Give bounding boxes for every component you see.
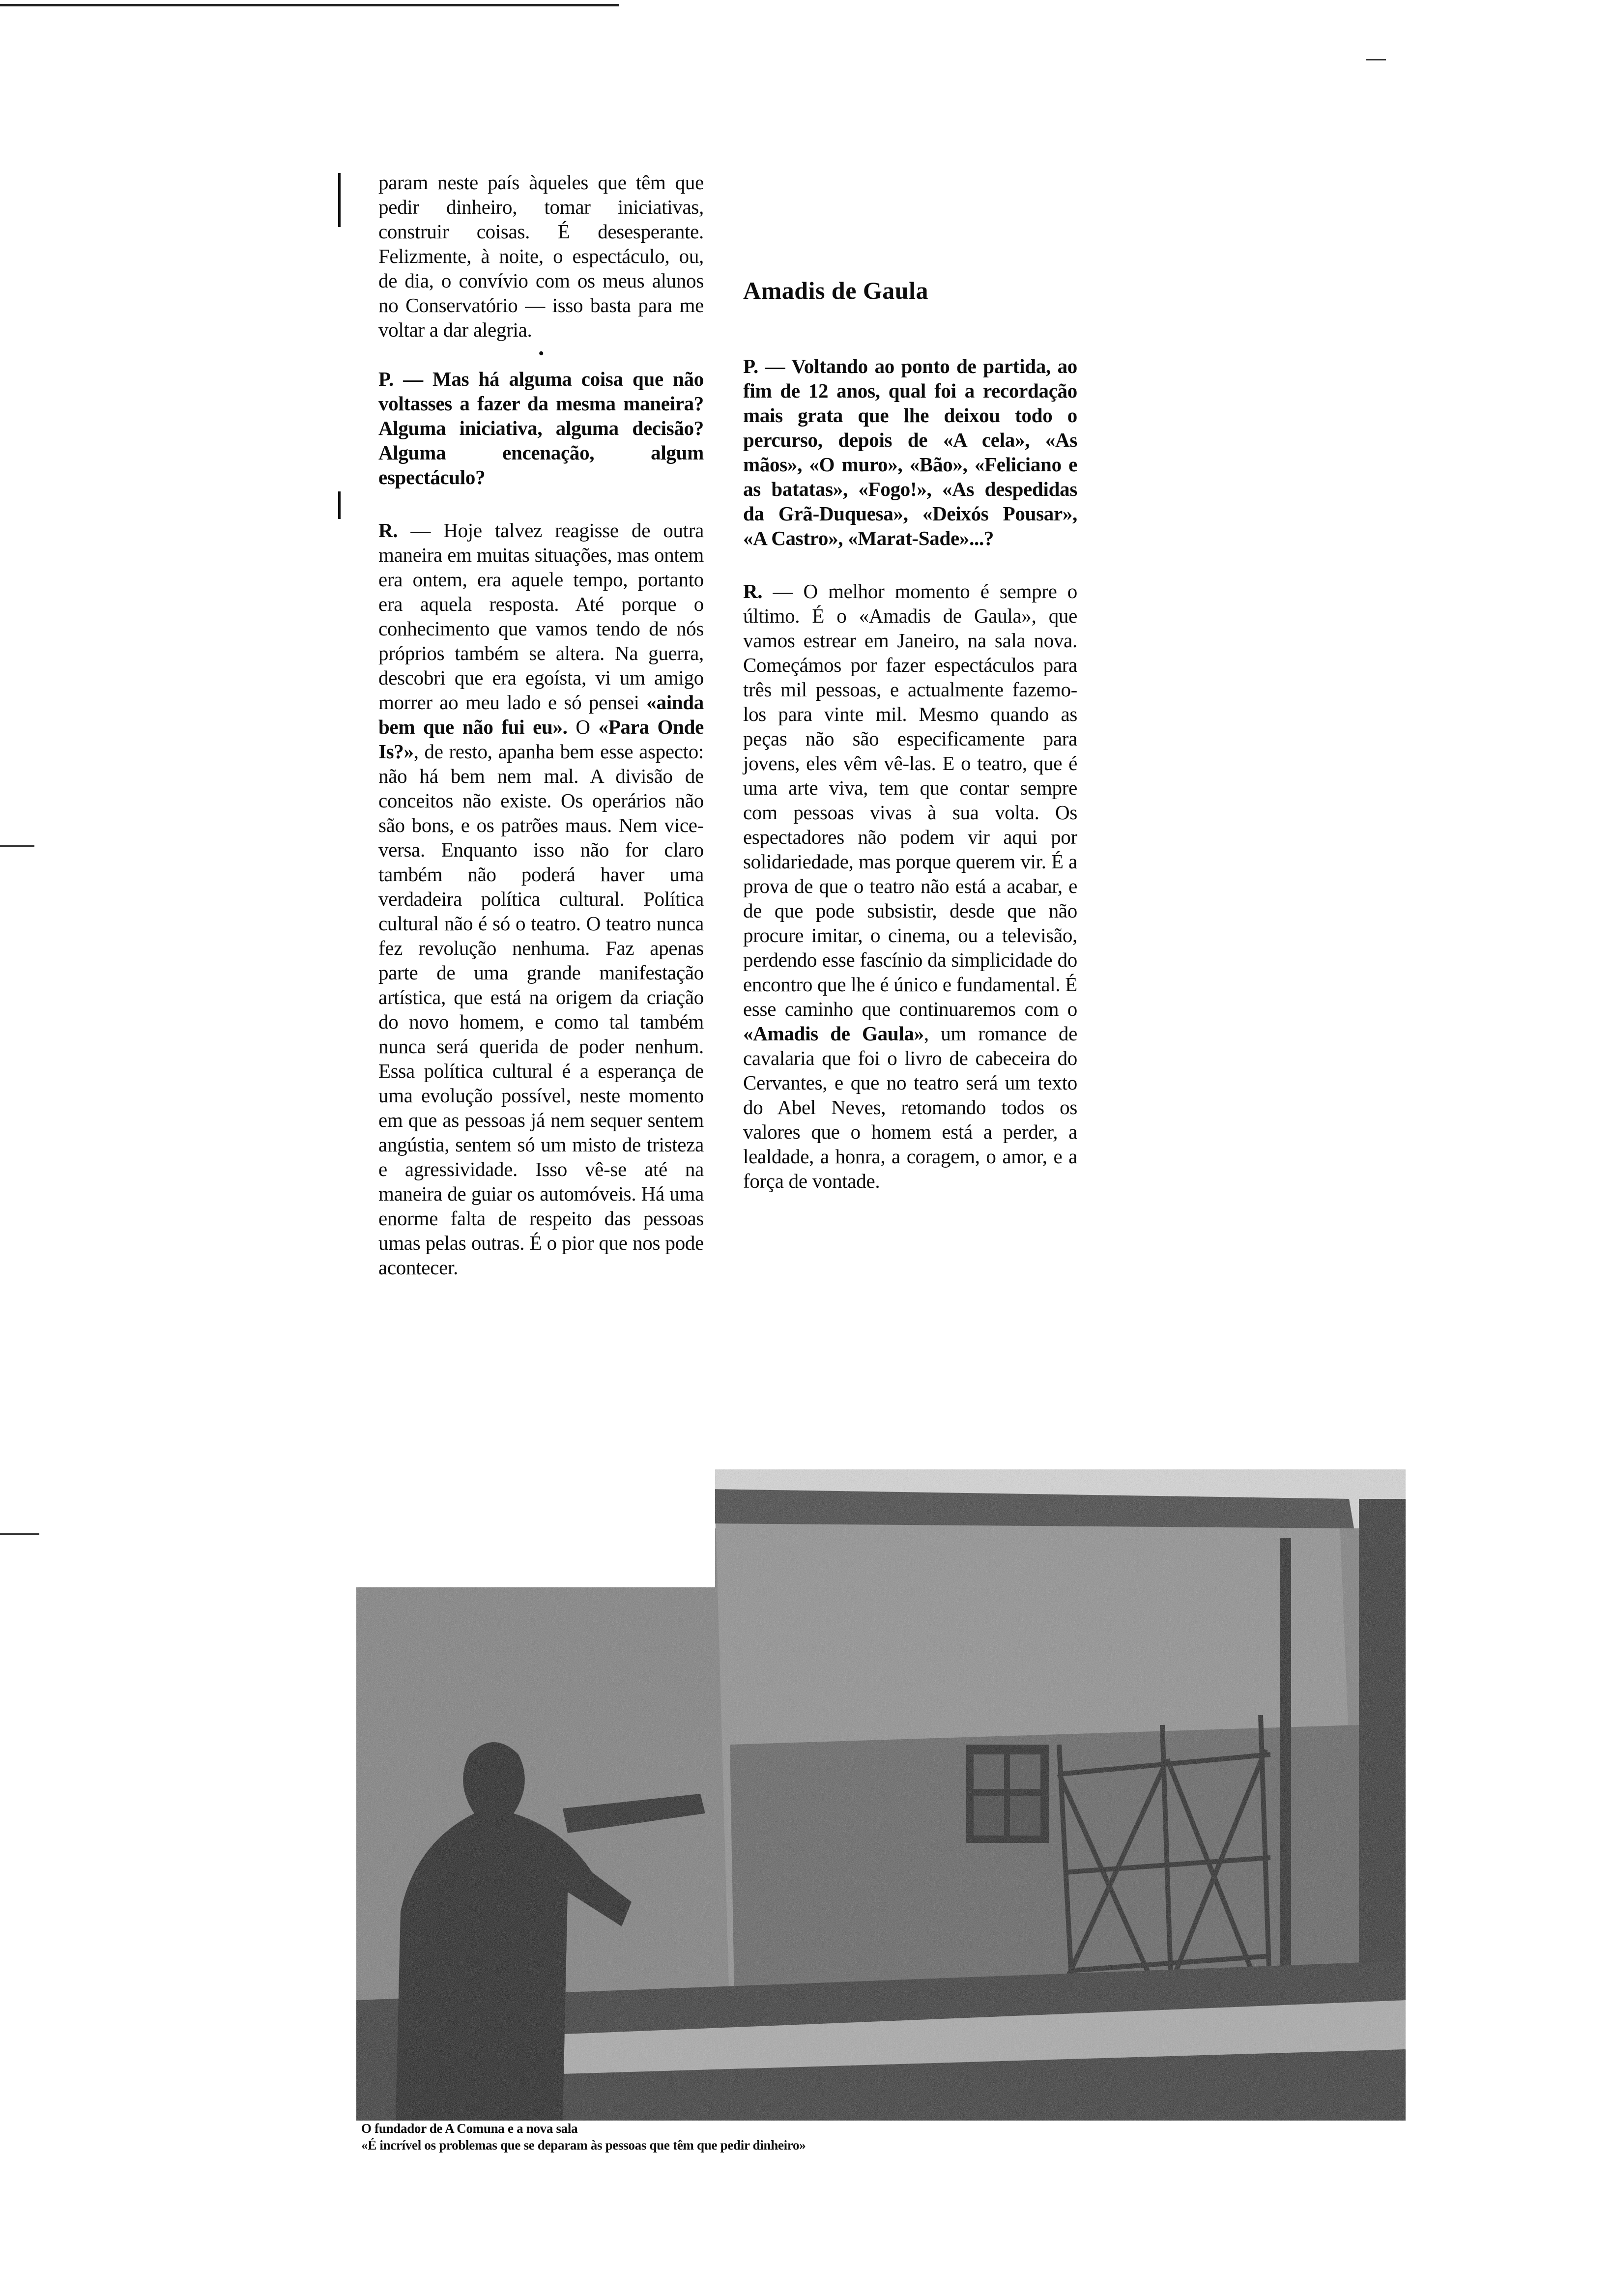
interview-question: P. — Mas há alguma coisa que não voltasses a fazer da mesma maneira? Alguma iniciativa, alguma decisão? Alguma encenação, algum espectáculo? xyxy=(378,368,704,488)
margin-mark xyxy=(338,173,341,227)
article-column-right xyxy=(743,354,1077,1193)
article-photo xyxy=(356,1469,1406,2121)
section-bullet: • xyxy=(538,344,544,363)
answer-lead: R. xyxy=(378,519,398,542)
interview-question: P. — Voltando ao ponto de partida, ao fim de 12 anos, qual foi a recordação mais grata que lhe deixou todo o percurso, depois de «A cela», «As mãos», «O muro», «Bão», «Feliciano e as batatas», «Fogo!», «As despedidas da Grã-Duquesa», «Deixós Pousar», «A Castro», «Marat-Sade»...? xyxy=(743,355,1077,549)
margin-tick xyxy=(0,1533,39,1535)
bold-title: «Amadis de Gaula» xyxy=(743,1022,924,1045)
top-rule xyxy=(0,4,619,6)
answer-lead: R. xyxy=(743,580,763,603)
interview-answer: R. — O melhor momento é sempre o último. É o «Amadis de Gaula», que vamos estrear em Janeiro, na sala nova. Começámos por fazer espectáculos para três mil pessoas, e actualmente fazemo-los para vinte mil. Mesmo quando as peças não são especificamente para jovens, eles vêm vê-las. E o teatro, que é uma arte viva, tem que contar sempre com pessoas vivas à sua volta. Os espectadores não podem vir aqui por solidariedade, mas porque querem vir. É a prova de que o teatro não está a acabar, e de que pode subsistir, desde que não procure imitar, o cinema, ou a televisão, perdendo esse fascínio da simplicidade do encontro que lhe é único e fundamental. É esse caminho que continuaremos com o «Amadis de Gaula», um romance de cavalaria que foi o livro de cabeceira do Cervantes, e que no teatro será um texto do Abel Neves, retomando todos os valores que o homem está a perder, a lealdade, a honra, a coragem, o amor, e a força de vontade. xyxy=(743,580,1077,1192)
photo-caption-title: O fundador de A Comuna e a nova sala xyxy=(361,2121,578,2136)
margin-mark xyxy=(338,491,341,519)
photo-caption-quote: «É incrível os problemas que se deparam às pessoas que têm que pedir dinheiro» xyxy=(361,2138,806,2152)
interview-answer: R. — Hoje talvez reagisse de outra maneira em muitas situações, mas ontem era ontem, era aquele tempo, portanto era aquela resposta. Até porque o conhecimento que vamos tendo de nós próprios também se altera. Na guerra, descobri que era egoísta, vi um amigo morrer ao meu lado e só pensei «ainda bem que não fui eu». O «Para Onde Is?», de resto, apanha bem esse aspecto: não há bem nem mal. A divisão de conceitos não existe. Os operários não são bons, e os patrões maus. Nem vice-versa. Enquanto isso não for claro também não poderá haver uma verdadeira política cultural. Política cultural não é só o teatro. O teatro nunca fez revolução nenhuma. Faz apenas parte de uma grande manifestação artística, que está na origem da criação do novo homem, e como tal também nunca será querida de poder nenhum. Essa política cultural é a esperança de uma evolução possível, neste momento em que as pessoas já nem sequer sentem angústia, sentem só um misto de tristeza e agressividade. Isso vê-se até na maneira de guiar os automóveis. Há uma enorme falta de respeito das pessoas umas pelas outras. É o pior que nos pode acontecer. xyxy=(378,519,704,1279)
margin-tick xyxy=(0,845,34,847)
bold-title: «Para Onde Is?» xyxy=(378,716,704,763)
article-column-left xyxy=(378,170,704,1280)
bold-quote: «ainda bem que não fui eu». xyxy=(378,691,704,738)
margin-tick xyxy=(1366,59,1386,60)
section-heading: Amadis de Gaula xyxy=(743,277,929,304)
paragraph: param neste país àqueles que têm que pedir dinheiro, tomar iniciativas, construir coisas. É desesperante. Felizmente, à noite, o espectáculo, ou, de dia, o convívio com os meus alunos no Conservatório — isso basta para me voltar a dar alegria. xyxy=(378,171,704,341)
